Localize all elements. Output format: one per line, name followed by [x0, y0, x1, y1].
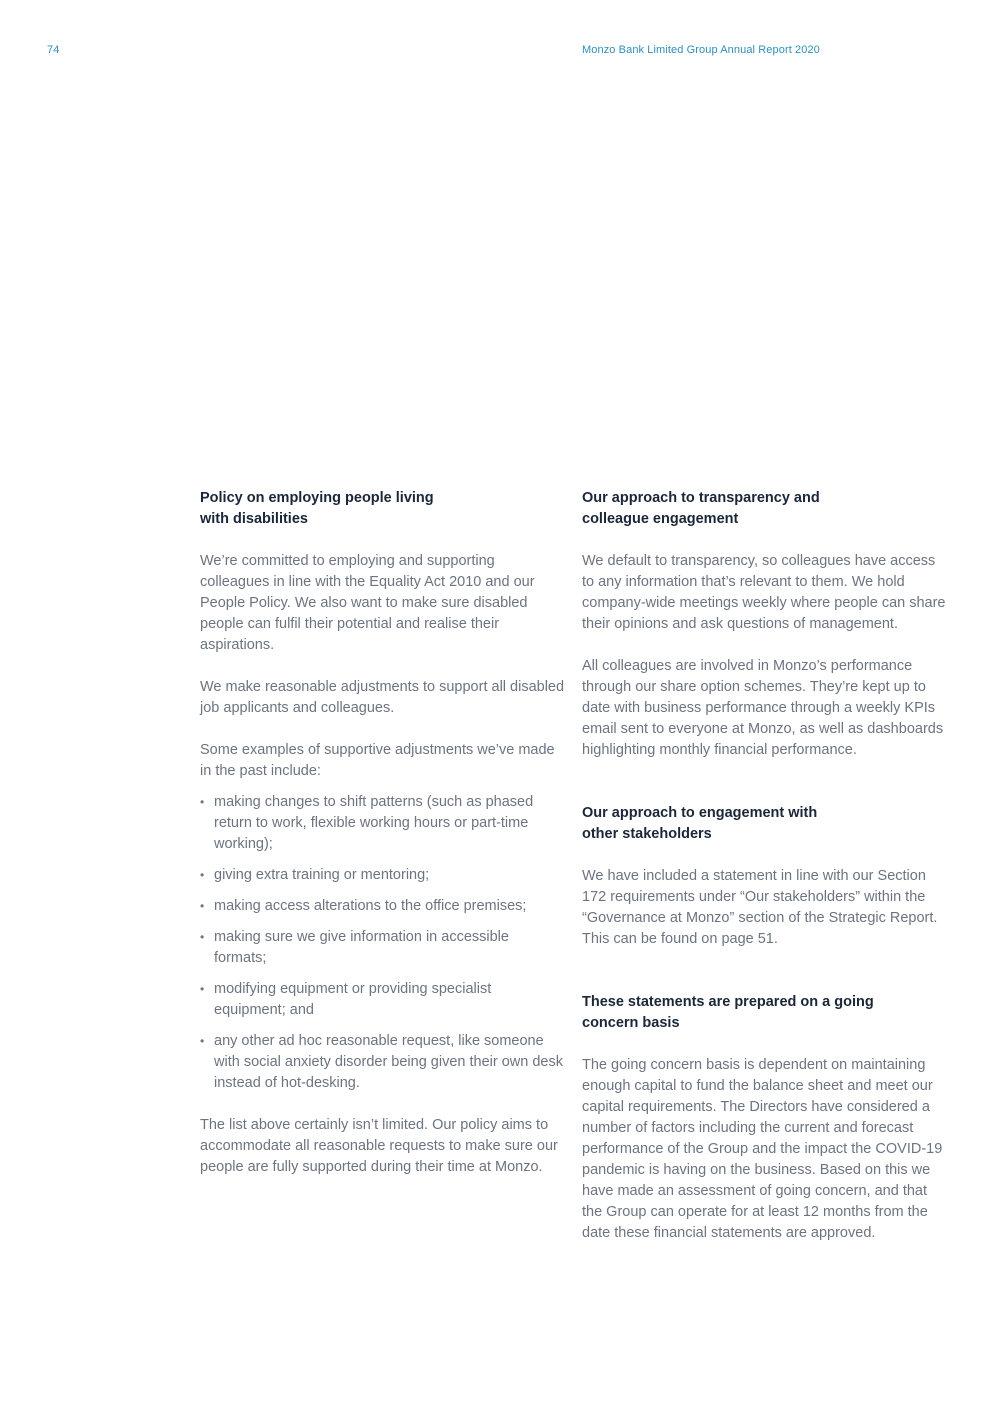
bullet-icon: • — [200, 795, 205, 809]
heading-line: other stakeholders — [582, 826, 712, 842]
left-column — [200, 488, 565, 1178]
bullet-icon: • — [200, 1034, 205, 1048]
paragraph: We’re committed to employing and supporting colleagues in line with the Equality Act 2010 and our People Policy. We also want to make sure disabled people can fulfil their potential and realise their aspirations. — [200, 553, 535, 653]
list-item — [200, 792, 565, 855]
paragraph: All colleagues are involved in Monzo’s performance through our share option schemes. They’re kept up to date with business performance through a weekly KPIs email sent to everyone at Monzo, as well as dashboards highlighting monthly financial performance. — [582, 658, 944, 758]
section-heading-going-concern — [582, 992, 947, 1034]
section-heading-transparency — [582, 488, 947, 530]
report-title: Monzo Bank Limited Group Annual Report 2020 — [582, 44, 820, 56]
section-heading-disabilities — [200, 488, 565, 530]
list-item-text: making changes to shift patterns (such as phased return to work, flexible working hours or part-time working); — [214, 794, 534, 852]
paragraph: We default to transparency, so colleagues have access to any information that’s relevant to them. We hold company-wide meetings weekly where people can share their opinions and ask questions of management. — [582, 553, 946, 632]
right-column — [582, 488, 947, 1244]
bullet-icon: • — [200, 930, 205, 944]
heading-line: Our approach to engagement with — [582, 805, 818, 821]
section-heading-stakeholders — [582, 803, 947, 845]
list-item — [200, 979, 565, 1021]
heading-line: Policy on employing people living — [200, 490, 434, 506]
page-number: 74 — [47, 44, 60, 56]
list-item-text: modifying equipment or providing specialist equipment; and — [214, 981, 492, 1018]
paragraph: We make reasonable adjustments to support all disabled job applicants and colleagues. — [200, 679, 565, 716]
heading-line: concern basis — [582, 1015, 680, 1031]
list-item — [200, 927, 565, 969]
list-item-text: any other ad hoc reasonable request, like someone with social anxiety disorder being given their own desk instead of hot-desking. — [214, 1033, 563, 1091]
list-item — [200, 1031, 565, 1094]
bullet-icon: • — [200, 899, 205, 913]
bullet-icon: • — [200, 982, 205, 996]
list-item-text: making access alterations to the office premises; — [214, 898, 527, 914]
paragraph: Some examples of supportive adjustments we’ve made in the past include: — [200, 742, 555, 779]
list-item — [200, 896, 565, 917]
heading-line: These statements are prepared on a going — [582, 994, 874, 1010]
heading-line: Our approach to transparency and — [582, 490, 820, 506]
bullet-icon: • — [200, 868, 205, 882]
paragraph: We have included a statement in line with our Section 172 requirements under “Our stakeholders” within the “Governance at Monzo” section of the Strategic Report. This can be found on page 51. — [582, 868, 938, 947]
list-item-text: giving extra training or mentoring; — [214, 867, 430, 883]
list-item-text: making sure we give information in accessible formats; — [214, 929, 509, 966]
paragraph: The list above certainly isn’t limited. Our policy aims to accommodate all reasonable requests to make sure our people are fully supported during their time at Monzo. — [200, 1117, 558, 1175]
list-item — [200, 865, 565, 886]
adjustments-list — [200, 792, 565, 1094]
heading-line: with disabilities — [200, 511, 308, 527]
paragraph: The going concern basis is dependent on maintaining enough capital to fund the balance sheet and meet our capital requirements. The Directors have considered a number of factors including the current and forecast performance of the Group and the impact the COVID-19 pandemic is having on the business. Based on this we have made an assessment of going concern, and that the Group can operate for at least 12 months from the date these financial statements are approved. — [582, 1057, 943, 1241]
heading-line: colleague engagement — [582, 511, 739, 527]
